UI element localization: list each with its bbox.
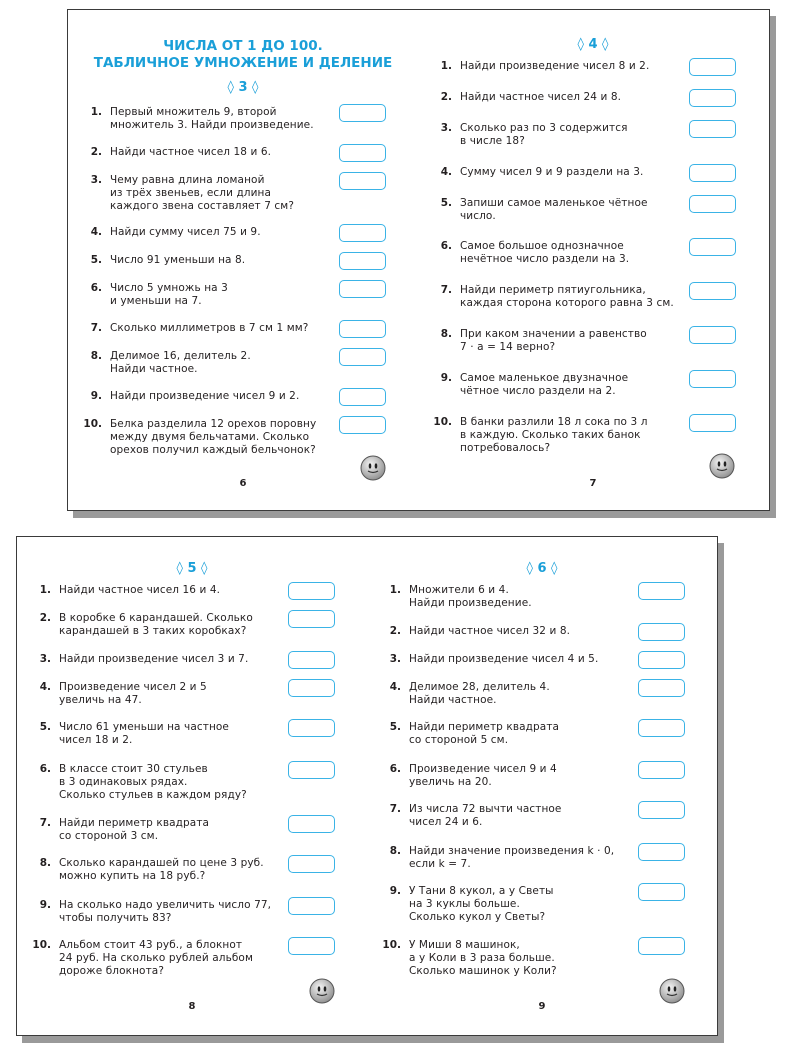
question-text: Найди произведение чисел 4 и 5.: [409, 653, 599, 665]
answer-box[interactable]: [638, 801, 685, 819]
answer-box[interactable]: [339, 224, 386, 242]
question-number: 9.: [389, 885, 401, 897]
answer-box[interactable]: [638, 843, 685, 861]
answer-box[interactable]: [288, 897, 335, 915]
question-text: Найди частное чисел 32 и 8.: [409, 625, 571, 637]
question-number: 10.: [32, 939, 51, 951]
question-text: В коробке 6 карандашей. Сколько карандашей в 3 таких коробках?: [59, 612, 253, 637]
smiley-face-icon: [360, 455, 386, 481]
answer-box[interactable]: [638, 937, 685, 955]
smiley-face-icon: [659, 978, 685, 1004]
question-number: 6.: [90, 282, 102, 294]
question-text: Сумму чисел 9 и 9 раздели на 3.: [460, 166, 644, 178]
question-number: 8.: [90, 350, 102, 362]
question-number: 3.: [90, 174, 102, 186]
question-number: 7.: [389, 803, 401, 815]
smiley-face-icon: [309, 978, 335, 1004]
question-number: 4.: [389, 681, 401, 693]
question-text: Найди значение произведения k · 0, если k = 7.: [409, 845, 615, 870]
question-number: 6.: [39, 763, 51, 775]
answer-box[interactable]: [689, 370, 736, 388]
question-number: 6.: [440, 240, 452, 252]
question-text: Найди периметр квадрата со стороной 3 см.: [59, 817, 210, 842]
question-number: 5.: [90, 254, 102, 266]
question-number: 2.: [440, 91, 452, 103]
question-text: Число 91 уменьши на 8.: [110, 254, 246, 266]
question-number: 1.: [90, 106, 102, 118]
answer-box[interactable]: [638, 623, 685, 641]
page-number: 7: [589, 478, 597, 489]
question-number: 6.: [389, 763, 401, 775]
answer-box[interactable]: [288, 582, 335, 600]
question-text: Множители 6 и 4. Найди произведение.: [409, 584, 532, 609]
answer-box[interactable]: [288, 719, 335, 737]
question-number: 8.: [389, 845, 401, 857]
question-text: Белка разделила 12 орехов поровну между двумя бельчатами. Сколько орехов получил каждый бельчонок?: [110, 418, 317, 456]
question-text: Найди частное чисел 18 и 6.: [110, 146, 272, 158]
page-8: [17, 537, 367, 1035]
chapter-title-line2: ТАБЛИЧНОЕ УМНОЖЕНИЕ И ДЕЛЕНИЕ: [93, 55, 393, 71]
answer-box[interactable]: [339, 388, 386, 406]
answer-box[interactable]: [339, 320, 386, 338]
question-number: 1.: [39, 584, 51, 596]
answer-box[interactable]: [339, 348, 386, 366]
answer-box[interactable]: [288, 815, 335, 833]
question-text: Произведение чисел 2 и 5 увеличь на 47.: [59, 681, 207, 706]
question-text: Найди частное чисел 16 и 4.: [59, 584, 221, 596]
page-number: 8: [188, 1001, 196, 1012]
chapter-title-line1: ЧИСЛА ОТ 1 ДО 100.: [163, 38, 323, 54]
answer-box[interactable]: [689, 282, 736, 300]
question-number: 1.: [440, 60, 452, 72]
question-text: Число 5 умножь на 3 и уменьши на 7.: [110, 282, 228, 307]
question-number: 1.: [389, 584, 401, 596]
question-text: Альбом стоит 43 руб., а блокнот 24 руб. На сколько рублей альбом дороже блокнота?: [59, 939, 253, 977]
question-number: 9.: [90, 390, 102, 402]
question-text: Из числа 72 вычти частное чисел 24 и 6.: [409, 803, 562, 828]
answer-box[interactable]: [288, 610, 335, 628]
workbook-spread-top: [67, 9, 770, 511]
question-text: Найди произведение чисел 3 и 7.: [59, 653, 249, 665]
question-text: Сколько карандашей по цене 3 руб. можно купить на 18 руб.?: [59, 857, 264, 882]
question-text: Сколько раз по 3 содержится в числе 18?: [460, 122, 628, 147]
answer-box[interactable]: [288, 651, 335, 669]
question-number: 9.: [440, 372, 452, 384]
answer-box[interactable]: [689, 195, 736, 213]
question-text: Найди сумму чисел 75 и 9.: [110, 226, 261, 238]
question-number: 4.: [39, 681, 51, 693]
question-text: Первый множитель 9, второй множитель 3. Найди произведение.: [110, 106, 314, 131]
question-text: У Тани 8 кукол, а у Светы на 3 куклы больше. Сколько кукол у Светы?: [409, 885, 554, 923]
answer-box[interactable]: [288, 855, 335, 873]
question-number: 2.: [90, 146, 102, 158]
question-number: 5.: [39, 721, 51, 733]
answer-box[interactable]: [638, 679, 685, 697]
answer-box[interactable]: [689, 89, 736, 107]
question-text: Делимое 28, делитель 4. Найди частное.: [409, 681, 550, 706]
question-number: 4.: [440, 166, 452, 178]
question-text: Чему равна длина ломаной из трёх звеньев, если длина каждого звена составляет 7 см?: [110, 174, 295, 212]
answer-box[interactable]: [339, 416, 386, 434]
question-text: Найди периметр квадрата со стороной 5 см.: [409, 721, 560, 746]
section-title: ◊ 6 ◊: [526, 561, 558, 576]
question-text: Произведение чисел 9 и 4 увеличь на 20.: [409, 763, 557, 788]
question-text: При каком значении а равенство 7 · а = 14 верно?: [460, 328, 647, 353]
question-text: Делимое 16, делитель 2. Найди частное.: [110, 350, 251, 375]
answer-box[interactable]: [689, 164, 736, 182]
question-number: 10.: [83, 418, 102, 430]
question-number: 10.: [433, 416, 452, 428]
answer-box[interactable]: [638, 761, 685, 779]
question-text: Найди частное чисел 24 и 8.: [460, 91, 622, 103]
answer-box[interactable]: [689, 120, 736, 138]
answer-box[interactable]: [689, 58, 736, 76]
answer-box[interactable]: [288, 679, 335, 697]
question-number: 7.: [90, 322, 102, 334]
answer-box[interactable]: [339, 104, 386, 122]
smiley-face-icon: [709, 453, 735, 479]
answer-box[interactable]: [689, 238, 736, 256]
section-title: ◊ 3 ◊: [227, 80, 259, 95]
question-number: 7.: [39, 817, 51, 829]
question-text: Найди произведение чисел 9 и 2.: [110, 390, 300, 402]
section-title: ◊ 4 ◊: [577, 37, 609, 52]
answer-box[interactable]: [288, 761, 335, 779]
question-text: Число 61 уменьши на частное чисел 18 и 2.: [59, 721, 229, 746]
answer-box[interactable]: [339, 280, 386, 298]
answer-box[interactable]: [288, 937, 335, 955]
chapter-title: [88, 38, 398, 72]
question-text: Самое большое однозначное нечётное число раздели на 3.: [460, 240, 630, 265]
page-6: [68, 10, 418, 510]
answer-box[interactable]: [339, 172, 386, 190]
question-text: Найди произведение чисел 8 и 2.: [460, 60, 650, 72]
answer-box[interactable]: [339, 144, 386, 162]
answer-box[interactable]: [638, 883, 685, 901]
question-text: На сколько надо увеличить число 77, чтобы получить 83?: [59, 899, 272, 924]
question-text: Самое маленькое двузначное чётное число раздели на 2.: [460, 372, 629, 397]
question-number: 3.: [389, 653, 401, 665]
question-number: 5.: [440, 197, 452, 209]
question-text: В банки разлили 18 л сока по 3 л в каждую. Сколько таких банок потребовалось?: [460, 416, 648, 454]
workbook-spread-bottom: [16, 536, 718, 1036]
question-number: 8.: [440, 328, 452, 340]
section-title: ◊ 5 ◊: [176, 561, 208, 576]
question-number: 8.: [39, 857, 51, 869]
question-number: 3.: [39, 653, 51, 665]
question-text: У Миши 8 машинок, а у Коли в 3 раза больше. Сколько машинок у Коли?: [409, 939, 557, 977]
question-text: Найди периметр пятиугольника, каждая сторона которого равна 3 см.: [460, 284, 674, 309]
page-number: 6: [239, 478, 247, 489]
question-number: 10.: [382, 939, 401, 951]
answer-box[interactable]: [638, 582, 685, 600]
page-9: [367, 537, 717, 1035]
answer-box[interactable]: [689, 326, 736, 344]
question-text: Сколько миллиметров в 7 см 1 мм?: [110, 322, 309, 334]
answer-box[interactable]: [638, 651, 685, 669]
question-number: 3.: [440, 122, 452, 134]
page-7: [418, 10, 768, 510]
question-number: 4.: [90, 226, 102, 238]
question-number: 5.: [389, 721, 401, 733]
answer-box[interactable]: [689, 414, 736, 432]
question-number: 2.: [389, 625, 401, 637]
question-text: В классе стоит 30 стульев в 3 одинаковых рядах. Сколько стульев в каждом ряду?: [59, 763, 247, 801]
page-number: 9: [538, 1001, 546, 1012]
answer-box[interactable]: [638, 719, 685, 737]
question-text: Запиши самое маленькое чётное число.: [460, 197, 648, 222]
answer-box[interactable]: [339, 252, 386, 270]
question-number: 2.: [39, 612, 51, 624]
question-number: 9.: [39, 899, 51, 911]
question-number: 7.: [440, 284, 452, 296]
